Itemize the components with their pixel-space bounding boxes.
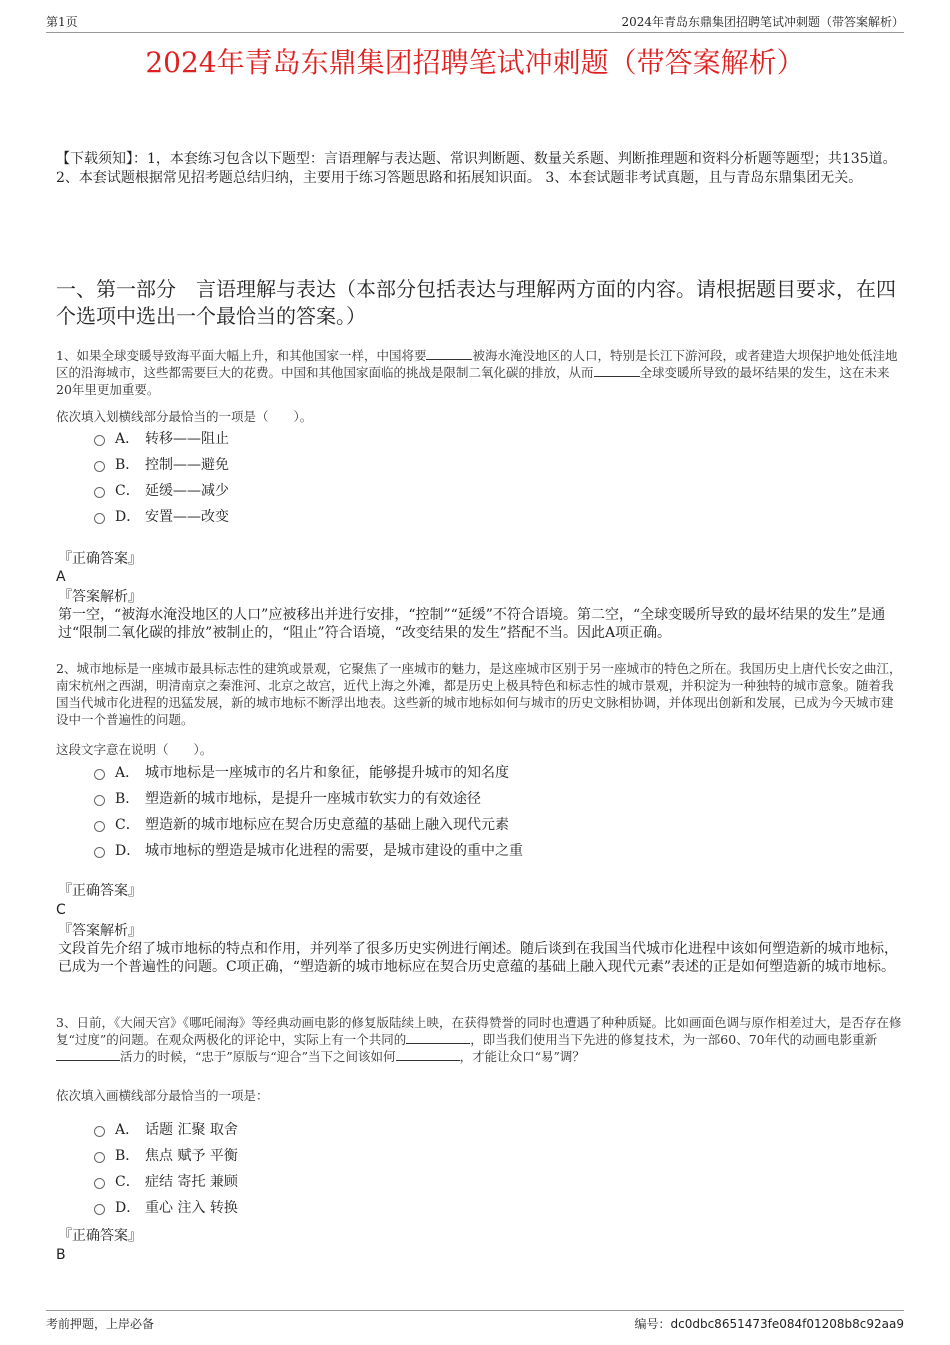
page-number: 第1页 (46, 15, 78, 29)
download-notice: 【下载须知】：1，本套练习包含以下题型：言语理解与表达题、常识判断题、数量关系题、判断推理题和资料分析题等题型；共135道。 2、本套试题根据常见招考题总结归纳，主要用于练习答题思路和拓展知识面。 3、本套试题非考试真题，且与青岛东鼎集团无关。 (56, 151, 897, 186)
question-2-options (94, 760, 523, 864)
radio-icon[interactable] (94, 795, 105, 806)
question-3-prompt: 依次填入画横线部分最恰当的一项是： (56, 1088, 269, 1103)
option-c[interactable]: C． 症结 寄托 兼顾 (94, 1169, 238, 1195)
option-c[interactable]: C． 延缓——减少 (94, 478, 229, 504)
correct-answer-label: 『正确答案』 (58, 1228, 142, 1244)
analysis-text: 第一空，“被海水淹没地区的人口”应被移出并进行安排，“控制”“延缓”不符合语境。第二空，“全球变暖所导致的最坏结果的发生”是通过“限制二氧化碳的排放”被制止的，“阻止”符合语境，“改变结果的发生”搭配不当。因此A项正确。 (58, 607, 886, 641)
radio-icon[interactable] (94, 821, 105, 832)
correct-answer: B (56, 1247, 66, 1263)
correct-answer: A (56, 569, 66, 585)
question-3-options (94, 1117, 238, 1221)
option-a[interactable]: A． 转移——阻止 (94, 426, 229, 452)
question-2-stem: 2、城市地标是一座城市最具标志性的建筑或景观，它聚焦了一座城市的魅力，是这座城市区别于另一座城市的特色之所在。我国历史上唐代长安之曲江，南宋杭州之西湖，明清南京之秦淮河、北京之故宫，近代上海之外滩，都是历史上极具特色和标志性的城市景观，并积淀为一种独特的城市意象。随着我国当代城市化进程的迅猛发展，新的城市地标不断浮出地表。这些新的城市地标如何与城市的历史文脉相协调，并体现出创新和发展，已成为今天城市建设中一个普遍性的问题。 (56, 661, 902, 727)
radio-icon[interactable] (94, 1178, 105, 1189)
question-2-prompt: 这段文字意在说明（ ）。 (56, 742, 213, 757)
footer-slogan: 考前押题，上岸必备 (46, 1317, 155, 1331)
correct-answer-label: 『正确答案』 (58, 551, 142, 567)
question-1-prompt: 依次填入划横线部分最恰当的一项是（ ）。 (56, 409, 313, 424)
analysis-label: 『答案解析』 (58, 923, 142, 939)
option-d[interactable]: D． 安置——改变 (94, 504, 229, 530)
analysis-label: 『答案解析』 (58, 589, 142, 605)
section-title: 一、第一部分 言语理解与表达（本部分包括表达与理解两方面的内容。请根据题目要求，在四个选项中选出一个最恰当的答案。） (56, 277, 896, 328)
footer-code: 编号：dc0dbc8651473fe084f01208b8c92aa9 (634, 1317, 904, 1331)
question-1-stem: 1、如果全球变暖导致海平面大幅上升，和其他国家一样，中国将要 被海水淹没地区的人口，特别是长江下游河段，或者建造大坝保护地处低洼地区的沿海城市，这些都需要巨大的花费。中国和其他国家面临的挑战是限制二氧化碳的排放，从而 全球变暖所导致的最坏结果的发生，这在未来20年里更加重要。 (56, 348, 898, 397)
option-d[interactable]: D． 城市地标的塑造是城市化进程的需要，是城市建设的重中之重 (94, 838, 523, 864)
radio-icon[interactable] (94, 435, 105, 446)
option-b[interactable]: B． 塑造新的城市地标，是提升一座城市软实力的有效途径 (94, 786, 523, 812)
option-a[interactable]: A． 城市地标是一座城市的名片和象征，能够提升城市的知名度 (94, 760, 523, 786)
question-3-stem: 3、日前，《大闹天宫》《哪吒闹海》等经典动画电影的修复版陆续上映，在获得赞誉的同时也遭遇了种种质疑。比如画面色调与原作相差过大，是否存在修复“过度”的问题。在观众两极化的评论中，实际上有一个共同的 ，即当我们使用当下先进的修复技术，为一部60、70年代的动画电影重新活力的时候，“忠于”原版与“迎合”当下之间该如何 ，才能让众口“易”调？ (56, 1015, 902, 1064)
header-doc-title: 2024年青岛东鼎集团招聘笔试冲刺题（带答案解析） (621, 15, 904, 29)
option-c[interactable]: C． 塑造新的城市地标应在契合历史意蕴的基础上融入现代元素 (94, 812, 523, 838)
radio-icon[interactable] (94, 513, 105, 524)
question-1-options (94, 426, 229, 530)
radio-icon[interactable] (94, 1152, 105, 1163)
document-title: 2024年青岛东鼎集团招聘笔试冲刺题（带答案解析） (145, 46, 805, 79)
option-b[interactable]: B． 控制——避免 (94, 452, 229, 478)
radio-icon[interactable] (94, 487, 105, 498)
option-b[interactable]: B． 焦点 赋予 平衡 (94, 1143, 238, 1169)
radio-icon[interactable] (94, 769, 105, 780)
analysis-text: 文段首先介绍了城市地标的特点和作用，并列举了很多历史实例进行阐述。随后谈到在我国当代城市化进程中该如何塑造新的城市地标，已成为一个普遍性的问题。C项正确，“塑造新的城市地标应在契合历史意蕴的基础上融入现代元素”表述的正是如何塑造新的城市地标。 (58, 941, 898, 975)
page-footer (46, 1310, 904, 1331)
radio-icon[interactable] (94, 847, 105, 858)
radio-icon[interactable] (94, 1126, 105, 1137)
option-a[interactable]: A． 话题 汇聚 取舍 (94, 1117, 238, 1143)
correct-answer-label: 『正确答案』 (58, 883, 142, 899)
option-d[interactable]: D． 重心 注入 转换 (94, 1195, 238, 1221)
radio-icon[interactable] (94, 1204, 105, 1215)
correct-answer: C (56, 902, 66, 918)
radio-icon[interactable] (94, 461, 105, 472)
page-header (46, 14, 904, 33)
